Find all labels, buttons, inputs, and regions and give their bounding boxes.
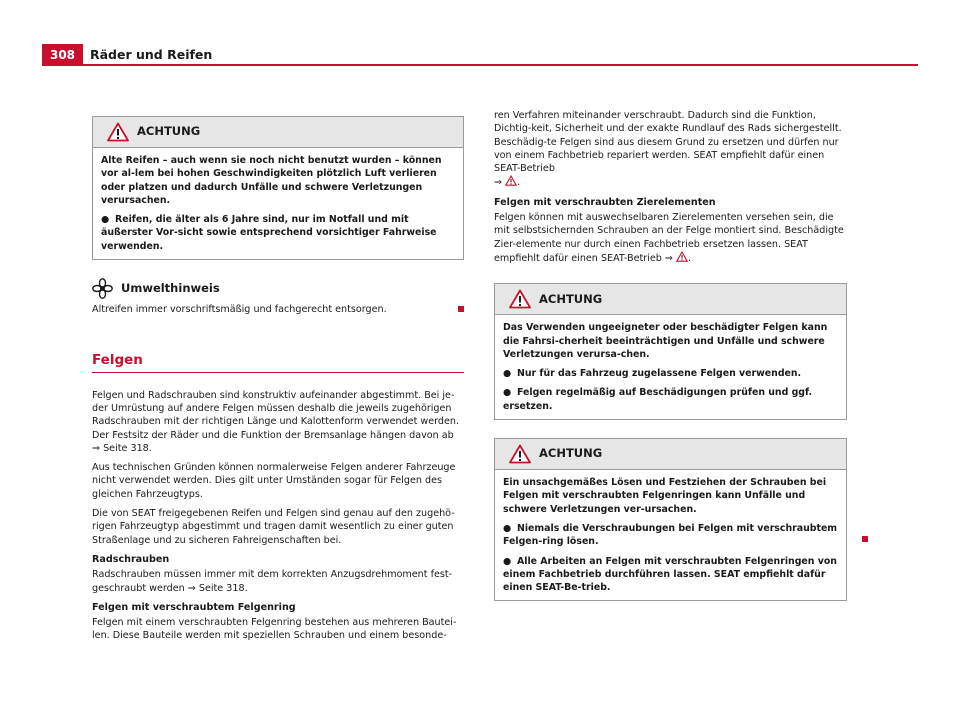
warning-triangle-icon xyxy=(107,122,129,142)
warning-triangle-icon xyxy=(509,289,531,309)
warning-triangle-icon xyxy=(505,175,517,186)
environment-flower-icon xyxy=(92,278,113,299)
warning-title: ACHTUNG xyxy=(137,124,201,139)
warning-body xyxy=(495,315,846,419)
warning-box-tires xyxy=(92,116,464,260)
warning-header xyxy=(93,117,463,148)
warning-body xyxy=(93,148,463,259)
warning-box-rims xyxy=(494,283,847,420)
section-end-icon xyxy=(458,306,464,312)
environment-note-title: Umwelthinweis xyxy=(121,280,220,295)
section-end-icon xyxy=(862,536,868,542)
warning-reference: ⇒ . xyxy=(494,177,521,189)
warning-bullet: ● Nur für das Fahrzeug zugelassene Felgen verwenden. xyxy=(503,368,802,380)
warning-box-rim-rings xyxy=(494,438,847,601)
warning-bullet: ● Niemals die Verschraubungen bei Felgen mit verschraubtem Felgen-ring lösen. xyxy=(503,522,838,548)
warning-header xyxy=(495,284,846,315)
warning-triangle-icon xyxy=(509,444,531,464)
page-header xyxy=(42,44,918,66)
warning-title: ACHTUNG xyxy=(539,291,603,306)
section-title-felgen: Felgen xyxy=(92,354,464,372)
warning-bullet: ● Alle Arbeiten an Felgen mit verschraubten Felgenringen von einem Fachbetrieb durchführen lassen. SEAT empfiehlt dafür einen SEAT-Be-trieb. xyxy=(503,555,837,594)
running-title: Räder und Reifen xyxy=(90,47,213,62)
paragraph: Die von SEAT freigegebenen Reifen und Felgen sind genau auf den zugehö-rigen Fahrzeugtyp abgestimmt und tragen damit wesentlich zu einer guten Straßenlage und zu sicheren Fahreigenschaften bei. xyxy=(92,508,455,546)
paragraph: Felgen und Radschrauben sind konstruktiv aufeinander abgestimmt. Bei je-der Umrüstung auf andere Felgen müssen deshalb die jeweils zugehörigen Radschrauben mit der richtigen Länge und Kalottenform verwendet werden. Der Festsitz der Räder und die Funktion der Bremsanlage hängen davon ab ⇒ Seite 318. xyxy=(92,389,460,454)
bullet-mark: ● xyxy=(503,555,512,567)
warning-bullet: ● Felgen regelmäßig auf Beschädigungen prüfen und ggf. ersetzen. xyxy=(503,387,813,412)
warning-triangle-icon xyxy=(676,251,688,262)
environment-note-text: Altreifen immer vorschriftsmäßig und fachgerecht entsorgen. xyxy=(92,303,464,316)
warning-bullet: ● Reifen, die älter als 6 Jahre sind, nur im Notfall und mit äußerster Vor-sicht sowie entsprechend vorsichtiger Fahrweise verwenden. xyxy=(101,214,437,252)
paragraph: Radschrauben müssen immer mit dem korrekten Anzugsdrehmoment fest-geschraubt werden ⇒ Seite 318. xyxy=(92,569,453,594)
paragraph: Felgen mit einem verschraubten Felgenring bestehen aus mehreren Bautei-len. Diese Bauteile werden mit speziellen Schrauben und einem besonde- xyxy=(92,617,457,642)
bullet-mark: ● xyxy=(101,214,110,226)
bullet-mark: ● xyxy=(503,522,512,534)
subheading-radschrauben: Radschrauben xyxy=(92,553,170,565)
header-rule xyxy=(83,64,918,66)
subheading-zierelemente: Felgen mit verschraubten Zierelementen xyxy=(494,196,716,208)
warning-text: Ein unsachgemäßes Lösen und Festziehen der Schrauben bei Felgen mit verschraubten Felgenringen kann Unfälle und schwere Verletzungen ver-ursachen. xyxy=(503,477,827,515)
paragraph: ren Verfahren miteinander verschraubt. Dadurch sind die Funktion, Dichtig-keit, Sicherheit und der exakte Rundlauf des Rads sichergestellt. Beschädig-te Felgen sind aus diesem Grund zu ersetzen und dürfen nur von einem Fachbetrieb repariert werden. SEAT empfiehlt dafür einen SEAT-Betrieb xyxy=(494,110,842,175)
warning-body xyxy=(495,470,846,600)
paragraph: Felgen können mit auswechselbaren Zierelementen versehen sein, die mit selbstsichernden Schrauben an der Felge montiert sind. Beschädigte Zier-elemente nur durch einen Fachbetrieb ersetzen lassen. SEAT empfiehlt dafür einen SEAT-Betrieb ⇒ . xyxy=(494,212,844,264)
bullet-mark: ● xyxy=(503,387,512,399)
right-column xyxy=(494,109,847,619)
subheading-felgenring: Felgen mit verschraubtem Felgenring xyxy=(92,601,296,613)
arrow-symbol: ⇒ xyxy=(494,177,503,189)
warning-text: Alte Reifen – auch wenn sie noch nicht benutzt wurden – können vor al-lem bei hohen Geschwindigkeiten plötzlich Luft verlieren oder platzen und dadurch Unfälle und schwere Verletzungen verursachen. xyxy=(101,155,442,206)
warning-text: Das Verwenden ungeeigneter oder beschädigter Felgen kann die Fahrsi-cherheit beeinträchtigen und Unfälle und schwere Verletzungen verursa-chen. xyxy=(503,322,828,360)
page-number: 308 xyxy=(42,44,83,66)
bullet-mark: ● xyxy=(503,368,512,380)
warning-header xyxy=(495,439,846,470)
left-column xyxy=(92,116,464,643)
environment-note-header xyxy=(92,278,464,299)
paragraph: Aus technischen Gründen können normalerweise Felgen anderer Fahrzeuge nicht verwendet werden. Dies gilt unter Umständen sogar für Felgen des gleichen Fahrzeugtyps. xyxy=(92,462,456,500)
warning-title: ACHTUNG xyxy=(539,446,603,461)
